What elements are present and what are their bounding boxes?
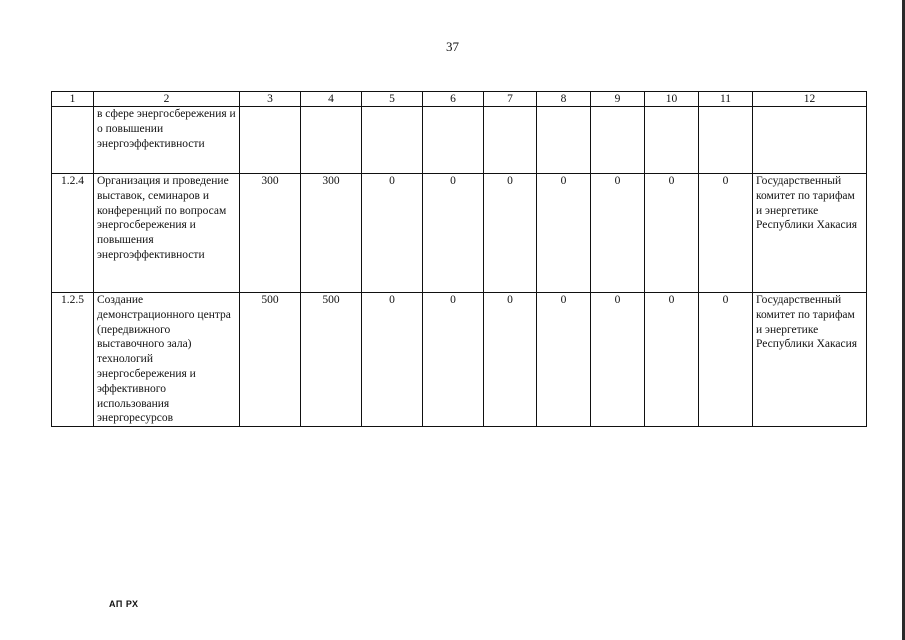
cell-value xyxy=(423,107,484,174)
cell-name: в сфере энергосбережения и о повышении энергоэффективности xyxy=(94,107,240,174)
page-number: 37 xyxy=(446,39,459,54)
cell-code: 1.2.5 xyxy=(52,293,94,427)
cell-value xyxy=(240,107,301,174)
table-row xyxy=(52,293,867,427)
cell-value: 0 xyxy=(591,174,645,293)
footer-stamp: АП РХ xyxy=(109,599,139,609)
cell-value: 500 xyxy=(301,293,362,427)
cell-value: 0 xyxy=(362,293,423,427)
cell-name: Создание демонстрационного центра (передвижного выставочного зала) технологий энергосбережения и эффективного использования энергоресурсов xyxy=(94,293,240,427)
header-col-2: 2 xyxy=(94,92,240,107)
header-col-9: 9 xyxy=(591,92,645,107)
header-col-8: 8 xyxy=(537,92,591,107)
header-col-5: 5 xyxy=(362,92,423,107)
header-col-7: 7 xyxy=(484,92,537,107)
cell-code xyxy=(52,107,94,174)
cell-value: 0 xyxy=(484,174,537,293)
cell-value xyxy=(537,107,591,174)
continuation-row xyxy=(52,107,867,174)
cell-value: 300 xyxy=(240,174,301,293)
cell-value: 0 xyxy=(484,293,537,427)
header-row xyxy=(52,92,867,107)
cell-value xyxy=(699,107,753,174)
cell-value: 0 xyxy=(591,293,645,427)
cell-value xyxy=(362,107,423,174)
cell-value: 0 xyxy=(537,174,591,293)
program-table xyxy=(51,91,867,427)
cell-value: 0 xyxy=(699,293,753,427)
cell-value: 0 xyxy=(699,174,753,293)
cell-executor: Государственный комитет по тарифам и энергетике Республики Хакасия xyxy=(753,293,867,427)
cell-value xyxy=(484,107,537,174)
table-header xyxy=(52,92,867,107)
cell-executor xyxy=(753,107,867,174)
cell-value xyxy=(645,107,699,174)
cell-value: 0 xyxy=(645,293,699,427)
cell-value: 0 xyxy=(362,174,423,293)
cell-value xyxy=(591,107,645,174)
header-col-6: 6 xyxy=(423,92,484,107)
header-col-1: 1 xyxy=(52,92,94,107)
cell-value: 500 xyxy=(240,293,301,427)
header-col-12: 12 xyxy=(753,92,867,107)
header-col-4: 4 xyxy=(301,92,362,107)
cell-executor: Государственный комитет по тарифам и энергетике Республики Хакасия xyxy=(753,174,867,293)
cell-code: 1.2.4 xyxy=(52,174,94,293)
header-col-10: 10 xyxy=(645,92,699,107)
header-col-3: 3 xyxy=(240,92,301,107)
cell-value xyxy=(301,107,362,174)
cell-value: 0 xyxy=(645,174,699,293)
cell-value: 300 xyxy=(301,174,362,293)
cell-name: Организация и проведение выставок, семинаров и конференций по вопросам энергосбережения и повышения энергоэффективности xyxy=(94,174,240,293)
cell-value: 0 xyxy=(423,293,484,427)
cell-value: 0 xyxy=(537,293,591,427)
table-row xyxy=(52,174,867,293)
header-col-11: 11 xyxy=(699,92,753,107)
cell-value: 0 xyxy=(423,174,484,293)
